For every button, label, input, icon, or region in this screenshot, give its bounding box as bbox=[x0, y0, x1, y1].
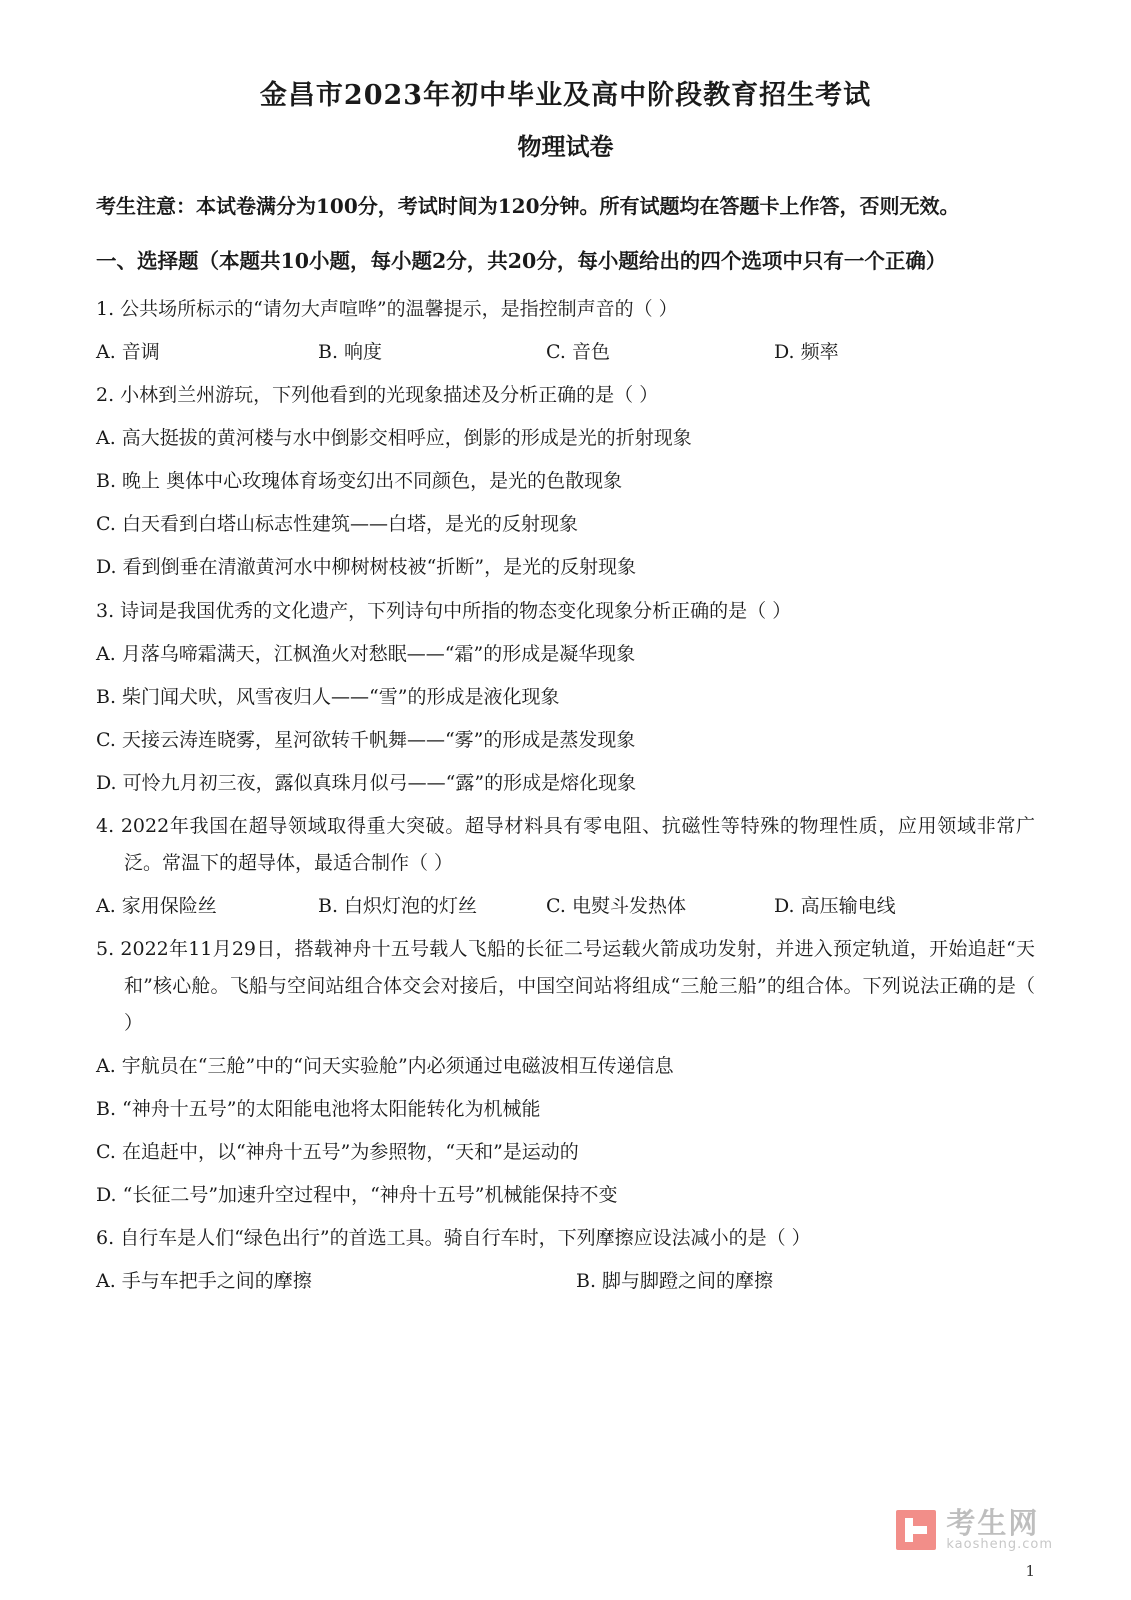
question-stem: 5. 2022年11月29日，搭载神舟十五号载人飞船的长征二号运载火箭成功发射，并进入预定轨道，开始追赶“天和”核心舱。飞船与空间站组合体交会对接后，中国空间站将组成“三舱三船”的组合体。下列说法正确的是（ ） bbox=[96, 937, 1035, 1034]
option-item[interactable]: A. 家用保险丝 bbox=[96, 894, 217, 917]
question-options-row bbox=[96, 888, 1035, 925]
candidate-notice: 考生注意：本试卷满分为100分，考试时间为120分钟。所有试题均在答题卡上作答，否则无效。 bbox=[96, 194, 960, 219]
watermark bbox=[896, 1505, 1053, 1553]
option-item[interactable]: B. 柴门闻犬吠，风雪夜归人——“雪”的形成是液化现象 bbox=[96, 685, 560, 708]
option-item[interactable]: B. “神舟十五号”的太阳能电池将太阳能转化为机械能 bbox=[96, 1098, 541, 1121]
option-item[interactable]: B. 白炽灯泡的灯丝 bbox=[318, 894, 478, 917]
watermark-text bbox=[946, 1505, 1053, 1553]
option-item[interactable]: B. 响度 bbox=[318, 341, 383, 364]
option-item[interactable]: A. 月落乌啼霜满天，江枫渔火对愁眠——“霜”的形成是凝华现象 bbox=[96, 642, 636, 665]
option-item[interactable]: A. 手与车把手之间的摩擦 bbox=[96, 1270, 312, 1293]
page-title: 金昌市2023年初中毕业及高中阶段教育招生考试 bbox=[259, 80, 872, 111]
question-stem: 4. 2022年我国在超导领域取得重大突破。超导材料具有零电阻、抗磁性等特殊的物理性质，应用领域非常广泛。常温下的超导体，最适合制作（ ） bbox=[96, 814, 1035, 874]
watermark-logo-icon bbox=[896, 1510, 936, 1550]
option-item[interactable]: D. 看到倒垂在清澈黄河水中柳树树枝被“折断”，是光的反射现象 bbox=[96, 556, 637, 579]
question-options-row bbox=[96, 1263, 1035, 1300]
question-options-row bbox=[96, 334, 1035, 371]
option-item[interactable]: C. 电熨斗发热体 bbox=[546, 894, 686, 917]
page-number: 1 bbox=[1025, 1562, 1035, 1580]
option-item[interactable]: C. 在追赶中，以“神舟十五号”为参照物，“天和”是运动的 bbox=[96, 1141, 579, 1164]
option-item[interactable]: D. 可怜九月初三夜，露似真珠月似弓——“露”的形成是熔化现象 bbox=[96, 771, 637, 794]
question-stem: 6. 自行车是人们“绿色出行”的首选工具。骑自行车时，下列摩擦应设法减小的是（ ） bbox=[96, 1227, 811, 1250]
option-item[interactable]: A. 高大挺拔的黄河楼与水中倒影交相呼应，倒影的形成是光的折射现象 bbox=[96, 427, 692, 450]
page-subtitle: 物理试卷 bbox=[517, 132, 614, 162]
watermark-brand-en: kaosheng.com bbox=[946, 1537, 1053, 1553]
option-item[interactable]: D. 频率 bbox=[774, 341, 839, 364]
watermark-brand-cn: 考生网 bbox=[946, 1505, 1040, 1540]
question-stem: 2. 小林到兰州游玩，下列他看到的光现象描述及分析正确的是（ ） bbox=[96, 384, 659, 407]
question-stem: 3. 诗词是我国优秀的文化遗产，下列诗句中所指的物态变化现象分析正确的是（ ） bbox=[96, 599, 792, 622]
option-item[interactable]: D. “长征二号”加速升空过程中，“神舟十五号”机械能保持不变 bbox=[96, 1184, 618, 1207]
option-item[interactable]: C. 白天看到白塔山标志性建筑——白塔，是光的反射现象 bbox=[96, 513, 578, 536]
option-item[interactable]: B. 晚上 奥体中心玫瑰体育场变幻出不同颜色，是光的色散现象 bbox=[96, 470, 623, 493]
question-stem: 1. 公共场所标示的“请勿大声喧哗”的温馨提示，是指控制声音的（ ） bbox=[96, 298, 678, 321]
option-item[interactable]: B. 脚与脚蹬之间的摩擦 bbox=[576, 1270, 774, 1293]
option-item[interactable]: C. 天接云涛连晓雾，星河欲转千帆舞——“雾”的形成是蒸发现象 bbox=[96, 728, 636, 751]
section-heading-choice: 一、选择题（本题共10小题，每小题2分，共20分，每小题给出的四个选项中只有一个正确） bbox=[96, 249, 947, 274]
option-item[interactable]: C. 音色 bbox=[546, 341, 610, 364]
option-item[interactable]: D. 高压输电线 bbox=[774, 894, 896, 917]
option-item[interactable]: A. 音调 bbox=[96, 341, 160, 364]
option-item[interactable]: A. 宇航员在“三舱”中的“问天实验舱”内必须通过电磁波相互传递信息 bbox=[96, 1055, 674, 1078]
